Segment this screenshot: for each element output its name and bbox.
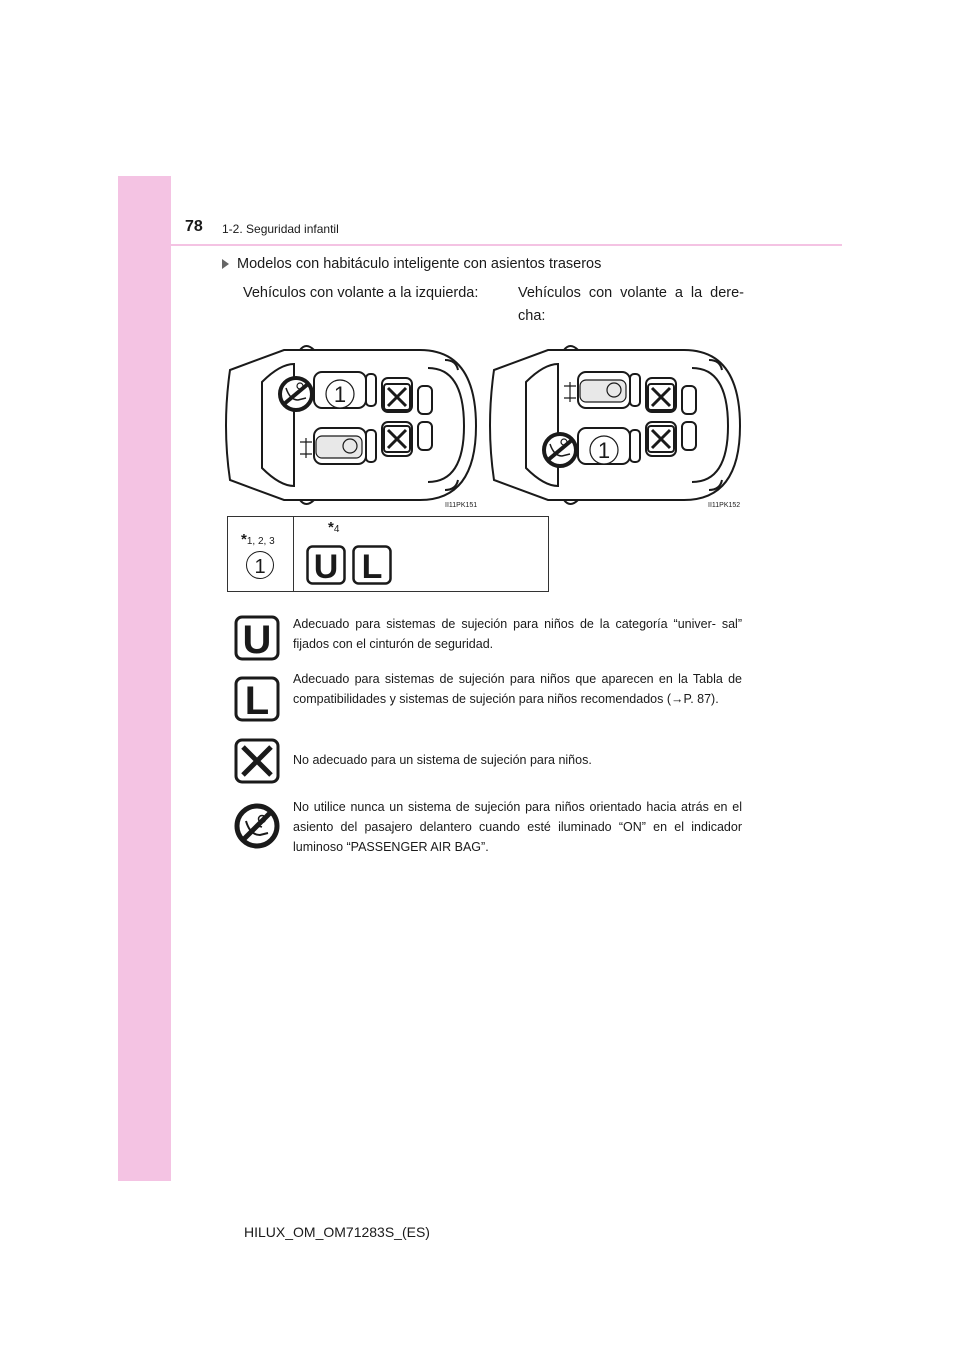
svg-text:L: L	[244, 679, 270, 722]
side-margin-strip	[118, 176, 171, 1181]
x-icon	[234, 738, 280, 784]
left-diagram-code: II11PK151	[445, 502, 478, 509]
occupant-icon	[300, 436, 362, 458]
right-diagram-code: II11PK152	[708, 502, 741, 509]
definition-u-text: Adecuado para sistemas de sujeción para niños de la categoría “univer- sal” fijados con el cinturón de seguridad.	[293, 617, 742, 651]
left-hand-drive-heading: Vehículos con volante a la izquierda:	[243, 285, 479, 301]
definition-x-text: No adecuado para un sistema de sujeción para niños.	[293, 753, 592, 767]
no-rear-facing-seat-icon	[234, 803, 280, 849]
l-icon	[352, 545, 392, 585]
svg-text:1: 1	[254, 556, 266, 578]
x-icon	[648, 384, 674, 410]
svg-text:U: U	[242, 618, 272, 661]
triangle-bullet-icon	[222, 259, 229, 269]
x-icon	[384, 426, 410, 452]
footnote-1-2-3	[241, 531, 275, 548]
section-title: 1-2. Seguridad infantil	[222, 222, 339, 236]
definition-no-rear-facing-text: No utilice nunca un sistema de sujeción para niños orientado hacia atrás en el asiento del pasajero delantero cuando esté iluminado “ON” en el indicador luminoso “PASSENGER AIR BAG”.	[293, 800, 742, 854]
header-rule	[118, 244, 842, 246]
no-rear-facing-seat-icon	[280, 378, 312, 410]
svg-text:L: L	[361, 548, 383, 585]
right-hand-drive-heading: Vehículos con volante a la dere- cha:	[518, 285, 744, 324]
seat-number-marker: 1	[333, 382, 347, 407]
occupant-icon	[564, 380, 626, 402]
bullet-heading	[222, 256, 601, 272]
right-hand-drive-car-diagram	[484, 338, 750, 512]
footnote-4	[328, 519, 339, 536]
bullet-heading-text: Modelos con habitáculo inteligente con asientos traseros	[237, 256, 602, 272]
no-rear-facing-seat-icon	[544, 434, 576, 466]
legend-table	[227, 516, 549, 592]
x-icon	[648, 426, 674, 452]
footnote-1-2-3-text: 1, 2, 3	[246, 536, 275, 547]
asterisk: *	[241, 531, 247, 548]
asterisk: *	[328, 519, 334, 536]
l-icon	[234, 676, 280, 722]
seat-number-marker: 1	[597, 438, 611, 463]
page-number: 78	[185, 218, 203, 235]
u-icon	[306, 545, 346, 585]
seat-number-circle-icon	[245, 550, 275, 580]
left-hand-drive-car-diagram	[220, 338, 486, 512]
document-code: HILUX_OM_OM71283S_(ES)	[244, 1224, 430, 1240]
svg-text:U: U	[313, 548, 339, 585]
footnote-4-text: 4	[333, 524, 340, 535]
x-icon	[384, 384, 410, 410]
legend-divider	[293, 517, 294, 591]
u-icon	[234, 615, 280, 661]
definition-l-text: Adecuado para sistemas de sujeción para niños que aparecen en la Tabla de compatibilidades y sistemas de sujeción para niños recomendados (→P. 87).	[293, 672, 742, 706]
